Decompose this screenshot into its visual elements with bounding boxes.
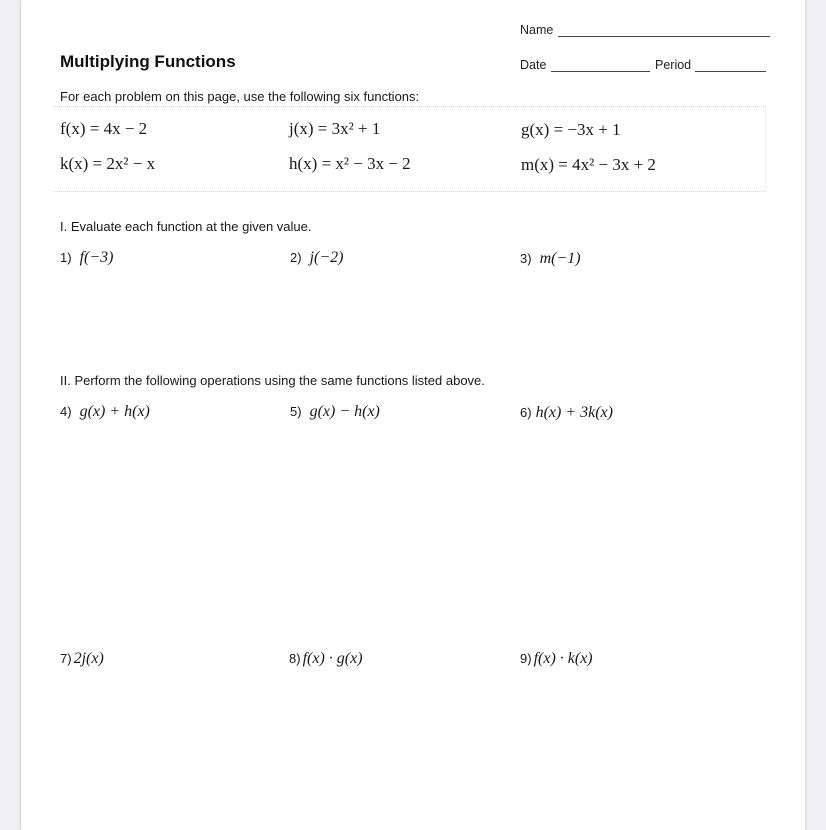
problem-9 — [520, 650, 593, 668]
problem-expression: 2j(x) — [73, 650, 104, 667]
name-label: Name — [520, 23, 554, 37]
function-f: f(x) = 4x − 2 — [60, 119, 148, 138]
function-k: k(x) = 2x² − x — [60, 154, 156, 173]
problem-6 — [520, 404, 613, 422]
problem-number: 8) — [289, 651, 301, 666]
section-1-heading: I. Evaluate each function at the given value. — [60, 219, 312, 234]
period-blank-line — [695, 71, 766, 72]
problem-number: 1) — [60, 250, 72, 265]
problem-expression: f(x) · k(x) — [533, 650, 593, 667]
problem-1 — [60, 249, 113, 267]
function-m: m(x) = 4x² − 3x + 2 — [521, 155, 656, 174]
problem-number: 7) — [60, 651, 72, 666]
period-label: Period — [655, 58, 692, 72]
problem-expression: g(x) + h(x) — [79, 403, 150, 420]
worksheet-title: Multiplying Functions — [60, 52, 236, 71]
problem-4 — [60, 403, 150, 421]
function-h: h(x) = x² − 3x − 2 — [289, 154, 411, 173]
function-g: g(x) = −3x + 1 — [521, 120, 621, 139]
problem-number: 2) — [290, 250, 302, 265]
problem-expression: m(−1) — [539, 250, 581, 267]
section-2-heading: II. Perform the following operations using the same functions listed above. — [60, 373, 485, 388]
name-blank-line — [558, 36, 770, 37]
problem-7 — [60, 650, 104, 668]
problem-expression: f(−3) — [79, 249, 114, 266]
worksheet-page — [21, 0, 805, 830]
problem-expression: g(x) − h(x) — [309, 403, 380, 420]
problem-expression: j(−2) — [309, 249, 344, 266]
problem-3 — [520, 250, 581, 268]
instructions-text: For each problem on this page, use the following six functions: — [60, 89, 420, 104]
problem-expression: f(x) · g(x) — [302, 650, 363, 667]
problem-number: 5) — [290, 404, 302, 419]
problem-number: 9) — [520, 651, 532, 666]
problem-number: 3) — [520, 251, 532, 266]
date-blank-line — [551, 71, 650, 72]
date-label: Date — [520, 58, 547, 72]
problem-number: 4) — [60, 404, 72, 419]
problem-2 — [290, 249, 343, 267]
functions-box — [53, 106, 766, 192]
function-j: j(x) = 3x² + 1 — [289, 119, 381, 138]
problem-number: 6) — [520, 405, 532, 420]
problem-8 — [289, 650, 363, 668]
problem-expression: h(x) + 3k(x) — [535, 404, 613, 421]
problem-5 — [290, 403, 380, 421]
